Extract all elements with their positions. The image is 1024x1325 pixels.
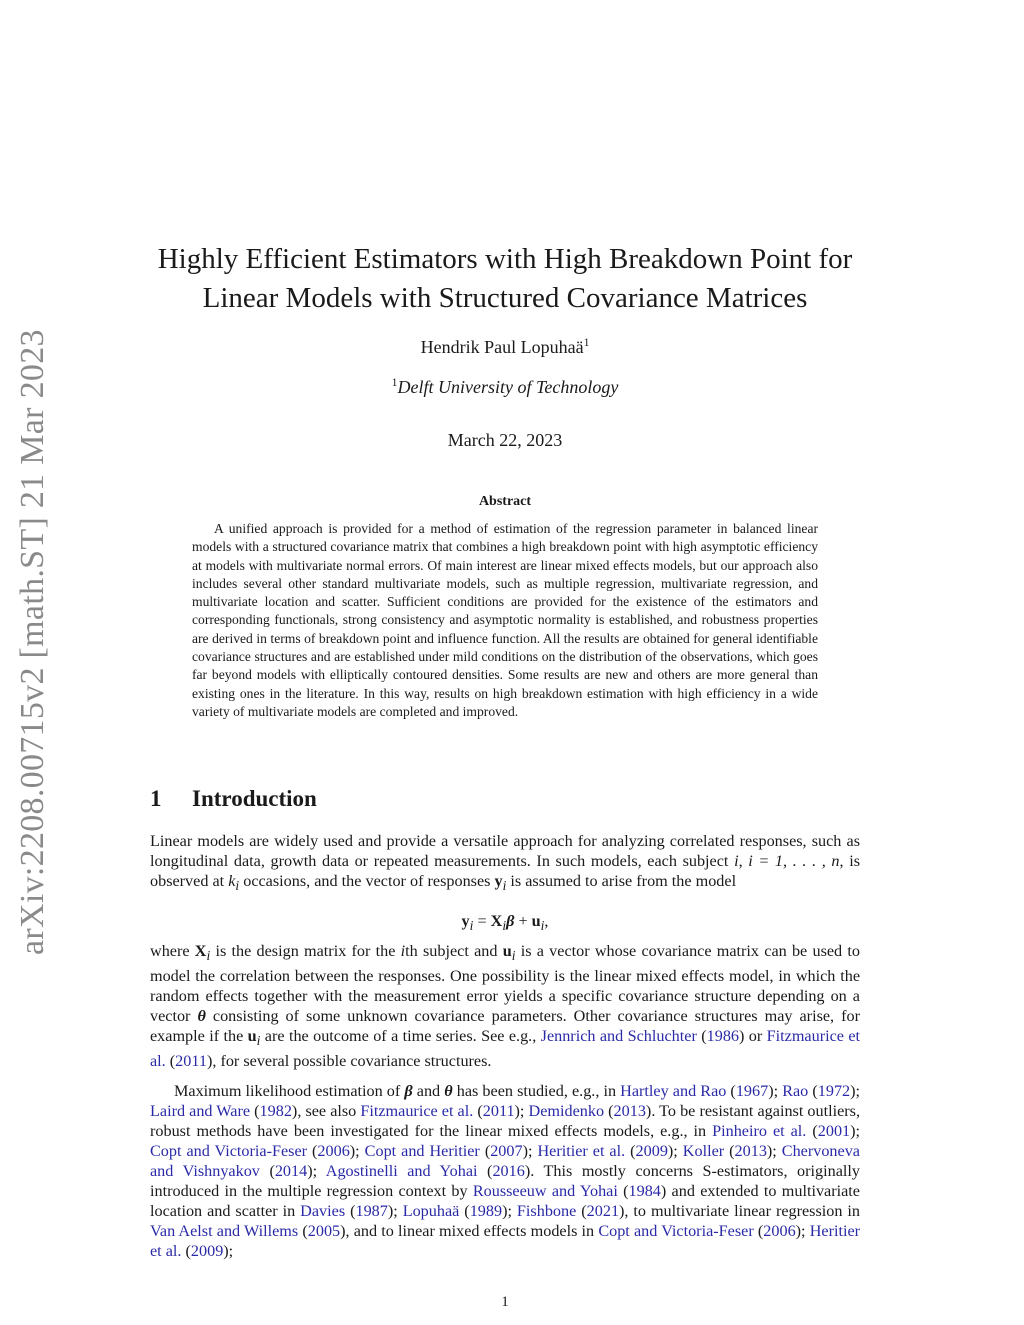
math-vector: u [531, 912, 541, 930]
math-matrix: X [490, 912, 503, 930]
model-equation [150, 912, 860, 934]
text: and extended to multivariate location and scatter in [150, 1182, 860, 1220]
citation-link[interactable]: Jennrich and Schluchter [540, 1027, 697, 1046]
citation-link[interactable]: Lopuhaä [402, 1202, 460, 1220]
citation-year-link[interactable]: 2011 [482, 1102, 515, 1120]
citation-link[interactable]: Davies [300, 1202, 346, 1220]
math-theta: θ [444, 1082, 453, 1100]
citation-year-link[interactable]: 2001 [817, 1122, 851, 1140]
text: , is observed at [150, 852, 861, 890]
citation-link[interactable]: Hartley and Rao [620, 1082, 727, 1100]
citation-link[interactable]: Fitzmaurice et al. [360, 1102, 474, 1120]
math-sub: i [235, 878, 240, 894]
math-sub: i [256, 1033, 261, 1049]
citation-year-link[interactable]: 1982 [259, 1102, 292, 1120]
page-number: 1 [501, 1294, 509, 1310]
citation-year-link[interactable]: 1967 [735, 1082, 769, 1100]
citation-link[interactable]: Rao [782, 1082, 809, 1100]
math-sub: i [469, 918, 474, 934]
text: th subject and [405, 942, 503, 960]
affil-mark: 1 [391, 376, 398, 389]
paragraph-1 [150, 831, 860, 896]
text: , to multivariate linear regression in [624, 1202, 861, 1220]
citation-link[interactable]: Agostinelli and Yohai [325, 1162, 478, 1180]
citation-year-link[interactable]: 2009 [190, 1242, 224, 1260]
citation-year-link[interactable]: 1972 [817, 1082, 851, 1100]
math-op: + [514, 912, 532, 930]
text: , and to linear mixed effects models in [345, 1222, 599, 1240]
citation-link[interactable]: Chervoneva and Vishnyakov [150, 1142, 860, 1180]
text: , [738, 852, 749, 870]
text: consisting of some unknown covariance parameters. Other covariance structures may arise, for example if the [150, 1007, 860, 1046]
author-name: Hendrik Paul Lopuhaä [420, 337, 584, 357]
citation-year-link[interactable]: 2014 [274, 1162, 308, 1180]
math-sub: i [502, 918, 507, 934]
citation-year-link[interactable]: 2006 [763, 1222, 796, 1240]
abstract-heading: Abstract [478, 494, 532, 509]
citation-year-link[interactable]: 2011 [175, 1052, 207, 1071]
paragraph-2: where $X_i$ is the design matrix for the ith subject and $u_i$ is a vector whose covariance matrix can be used to model the correlation between the responses. One possibility is the linear mixed effects model, in which the random effects together with the measurement error yields a specific covariance structure depending on a vector θ consisting of some unknown covariance parameters. Other covariance structures may arise, for example if the $u_i$ are the outcome of a time series. See e.g., Jennrich and Schluchter (1986) or Fitzmaurice et al. (2011), for several possible covariance structures. [150, 942, 861, 1071]
arxiv-identifier: arXiv:2208.00715v2 [math.ST] 21 Mar 2023 [14, 329, 51, 955]
text: is a vector whose covariance matrix can be used to model the correlation between the responses. One possibility is the linear mixed effects model, in which the random effects together with the measurement error yields a specific covariance structure depending on a vector [150, 942, 860, 1026]
citation-year-link[interactable]: 2016 [492, 1162, 525, 1180]
citation-link[interactable]: Heritier et al. [537, 1142, 626, 1160]
abstract-text: A unified approach is provided for a method of estimation of the regression parameter in balanced linear models with a structured covariance matrix that combines a high breakdown point with high asymptotic efficiency at models with multivariate normal errors. Of main interest are linear mixed effects models, but our approach also includes several other standard multivariate models, such as multiple regression, multivariate regression, and multivariate location and scatter. Sufficient conditions are provided for the existence of the estimators and corresponding functionals, strong consistency and asymptotic normality is established, and robustness properties are derived in terms of breakdown point and influence function. All the results are obtained for general identifiable covariance structures and are established under mild conditions on the distribution of the observations, which goes far beyond models with elliptically contoured densities. Some results are new and others are more general than existing ones in the literature. In this way, results on high breakdown estimation with high efficiency in a wide variety of multivariate models are completed and improved. [192, 521, 818, 719]
section-number: 1 [150, 786, 162, 811]
math-sub: i [540, 918, 545, 934]
citation-year-link[interactable]: 1984 [628, 1182, 661, 1200]
author [150, 336, 860, 358]
citation-year-link[interactable]: 2007 [490, 1142, 523, 1160]
citation-year-link[interactable]: 2013 [613, 1102, 646, 1120]
math-beta: β [404, 1082, 413, 1100]
citation-year-link[interactable]: 1989 [469, 1202, 503, 1220]
citation-link[interactable]: Copt and Victoria-Feser [150, 1142, 308, 1160]
date: March 22, 2023 [447, 430, 563, 450]
math-op: = [473, 912, 491, 930]
citation-year-link[interactable]: 2009 [635, 1142, 668, 1160]
math-range: i = 1, . . . , n [748, 852, 840, 870]
section-heading [150, 786, 317, 812]
citation-link[interactable]: Rousseeuw and Yohai [472, 1182, 618, 1200]
title-line-2: Linear Models with Structured Covariance Matrices [202, 282, 808, 314]
text: Linear models are widely used and provide a versatile approach for analyzing correlated responses, such as longitudinal data, growth data or repeated measurements. In such models, each subject [150, 832, 860, 870]
citation-link[interactable]: Fitzmaurice et al. [150, 1027, 861, 1071]
text: . To be resistant against outliers, robust methods have been investigated for the linear mixed effects models, e.g., in [150, 1102, 861, 1140]
citation-year-link[interactable]: 2005 [307, 1222, 341, 1240]
math-var: i [734, 852, 739, 870]
affiliation [150, 376, 860, 398]
math-matrix: X [194, 942, 207, 960]
text: is the design matrix for the [210, 942, 401, 960]
text: are the outcome of a time series. See e.g., [260, 1027, 541, 1046]
text: . This mostly concerns S-estimators, originally introduced in the multiple regression context by [150, 1162, 860, 1200]
text: has been studied, e.g., in [452, 1082, 621, 1100]
math-vector: y [461, 912, 470, 930]
math-vector: y [494, 872, 503, 890]
citation-year-link[interactable]: 1986 [706, 1027, 739, 1046]
citation-year-link[interactable]: 2021 [586, 1202, 620, 1220]
math-sub: i [502, 878, 507, 894]
citation-link[interactable]: Demidenko [528, 1102, 605, 1120]
math-var: k [228, 872, 236, 890]
citation-link[interactable]: Copt and Victoria-Feser [598, 1222, 754, 1240]
affiliation-name: Delft University of Technology [397, 377, 619, 397]
text: is assumed to arise from the model [506, 872, 737, 890]
citation-year-link[interactable]: 2013 [734, 1142, 767, 1160]
text: occasions, and the vector of responses [239, 872, 495, 890]
math-theta: θ [197, 1007, 206, 1026]
math-op: , [544, 912, 549, 930]
citation-year-link[interactable]: 2006 [317, 1142, 350, 1160]
citation-link[interactable]: Fishbone [516, 1202, 577, 1220]
math-sub: i [206, 948, 211, 964]
math-var: i [400, 942, 406, 960]
citation-link[interactable]: Pinheiro et al. [712, 1122, 807, 1140]
math-vector: u [502, 942, 512, 960]
citation-link[interactable]: Laird and Ware [150, 1102, 251, 1120]
citation-link[interactable]: Koller [682, 1142, 725, 1160]
text: , see also [297, 1102, 361, 1120]
author-affil-mark: 1 [583, 336, 590, 349]
text: where [150, 942, 195, 960]
text: and [412, 1082, 445, 1100]
math-vector: u [247, 1027, 257, 1046]
text: , for several possible covariance structures. [212, 1052, 492, 1071]
math-sub: i [511, 948, 516, 964]
title-line-1: Highly Efficient Estimators with High Breakdown Point for [157, 243, 853, 275]
section-title: Introduction [192, 786, 317, 811]
text: Maximum likelihood estimation of [174, 1082, 405, 1100]
citation-year-link[interactable]: 1987 [355, 1202, 388, 1220]
paragraph-3: Maximum likelihood estimation of β and θ has been studied, e.g., in Hartley and Rao (1967); Rao (1972); Laird and Ware (1982), see also Fitzmaurice et al. (2011); Demidenko (2013). To be resistant against outliers, robust methods have been investigated for the linear mixed effects models, e.g., in Pinheiro et al. (2001); Copt and Victoria-Feser (2006); Copt and Heritier (2007); Heritier et al. (2009); Koller (2013); Chervoneva and Vishnyakov (2014); Agostinelli and Yohai (2016). This mostly concerns S-estimators, originally introduced in the multiple regression context by Rousseeuw and Yohai (1984) and extended to multivariate location and scatter in Davies (1987); Lopuhaä (1989); Fishbone (2021), to multivariate linear regression in Van Aelst and Willems (2005), and to linear mixed effects models in Copt and Victoria-Feser (2006); Heritier et al. (2009); [150, 1082, 861, 1260]
citation-link[interactable]: Van Aelst and Willems [150, 1222, 299, 1240]
citation-link[interactable]: Copt and Heritier [364, 1142, 480, 1160]
citation-link[interactable]: Heritier et al. [150, 1222, 861, 1260]
text: or [744, 1027, 767, 1046]
math-beta: β [506, 912, 515, 930]
paper-title [150, 240, 860, 318]
